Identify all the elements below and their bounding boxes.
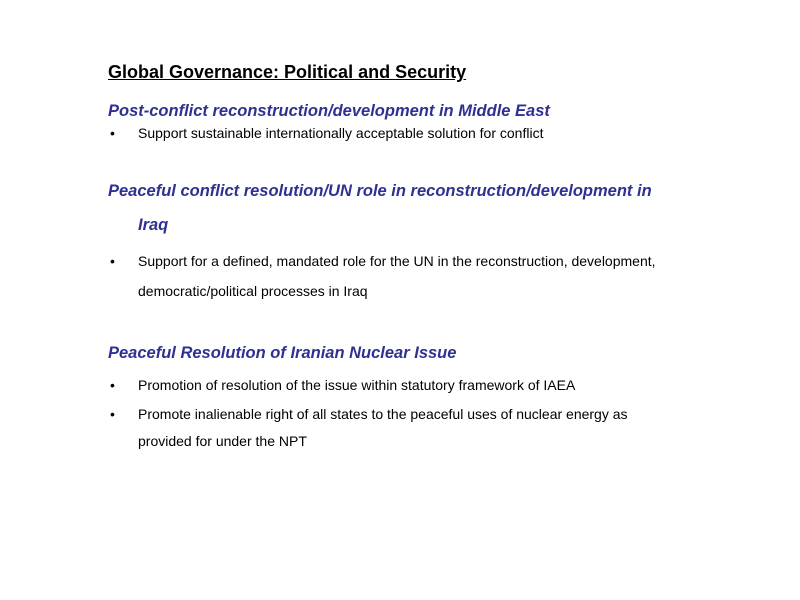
bullet-text: Support sustainable internationally acceptable solution for conflict	[138, 125, 544, 141]
section-heading-iran: Peaceful Resolution of Iranian Nuclear Issue	[108, 344, 457, 362]
bullet-marker: •	[110, 406, 115, 422]
bullet-marker: •	[110, 377, 115, 393]
slide-title: Global Governance: Political and Security	[108, 62, 467, 82]
bullet-text: Support for a defined, mandated role for the UN in the reconstruction, development,	[138, 253, 656, 269]
section-heading-middle-east: Post-conflict reconstruction/development in Middle East	[108, 102, 550, 120]
bullet-marker: •	[110, 253, 115, 269]
bullet-text: Promote inalienable right of all states to the peaceful uses of nuclear energy as	[138, 406, 628, 422]
bullet-text-cont: democratic/political processes in Iraq	[138, 283, 368, 299]
bullet-text-cont: provided for under the NPT	[138, 433, 307, 449]
bullet-text: Promotion of resolution of the issue within statutory framework of IAEA	[138, 377, 576, 393]
bullet-marker: •	[110, 125, 115, 141]
section-heading-iraq-cont: Iraq	[138, 216, 169, 234]
section-heading-iraq: Peaceful conflict resolution/UN role in reconstruction/development in	[108, 182, 652, 200]
